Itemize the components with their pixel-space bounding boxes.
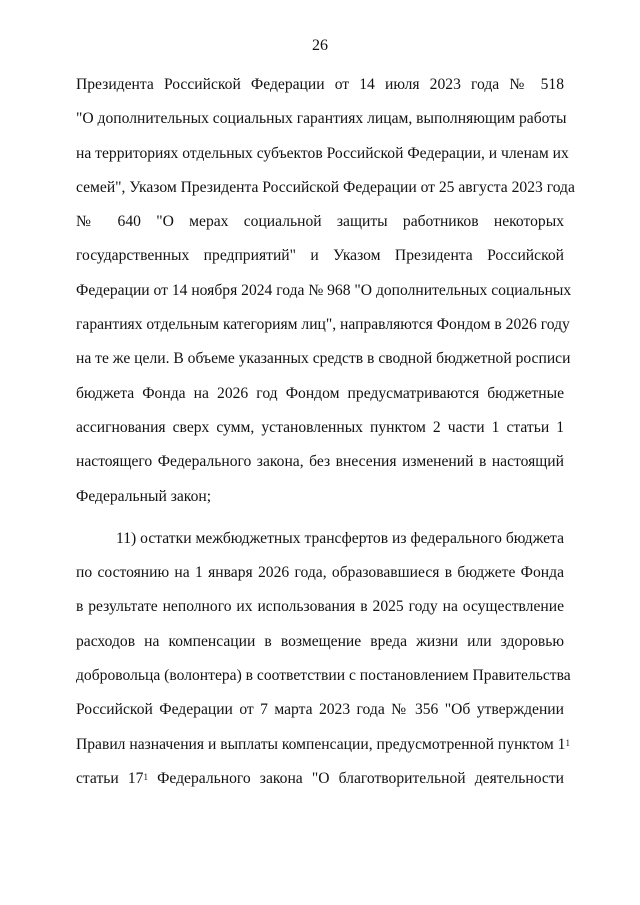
text-line: "О дополнительных социальных гарантиях лицам, выполняющим работы bbox=[76, 110, 567, 128]
text-segment: Правил назначения и выплаты компенсации, предусмотренной пунктом 1 bbox=[76, 735, 566, 753]
text-line: Федерации от 14 ноября 2024 года № 968 "О дополнительных социальных bbox=[76, 281, 572, 299]
text-line: государственных предприятий" и Указом Президента Российской bbox=[76, 247, 564, 265]
text-line bbox=[76, 762, 564, 796]
text-line: Президента Российской Федерации от 14 июля 2023 года № 518 bbox=[76, 76, 564, 93]
text-line: бюджета Фонда на 2026 год Фондом предусматриваются бюджетные bbox=[76, 384, 564, 402]
document-body bbox=[76, 68, 575, 796]
text-line: расходов на компенсации в возмещение вреда жизни или здоровью bbox=[76, 632, 564, 650]
text-line: гарантиях отдельным категориям лиц", направляются Фондом в 2026 году bbox=[76, 316, 570, 334]
paragraph-1 bbox=[76, 68, 575, 514]
text-line: Российской Федерации от 7 марта 2023 года № 356 "Об утверждении bbox=[76, 701, 564, 719]
text-line: в результате неполного их использования в 2025 году на осуществление bbox=[76, 598, 564, 616]
text-line: семей", Указом Президента Российской Федерации от 25 августа 2023 года bbox=[76, 178, 575, 196]
text-line: по состоянию на 1 января 2026 года, образовавшиеся в бюджете Фонда bbox=[76, 564, 564, 582]
text-line: на те же цели. В объеме указанных средств в сводной бюджетной росписи bbox=[76, 350, 571, 368]
paragraph-gap bbox=[76, 514, 564, 522]
text-line: 11) остатки межбюджетных трансфертов из федерального бюджета bbox=[116, 529, 564, 547]
superscript: 1 bbox=[143, 771, 148, 782]
text-line: ассигнования сверх сумм, установленных пунктом 2 части 1 статьи 1 bbox=[76, 418, 564, 436]
text-line: № 640 "О мерах социальной защиты работников некоторых bbox=[76, 213, 564, 231]
page-number: 26 bbox=[312, 37, 328, 54]
text-line: на территориях отдельных субъектов Российской Федерации, и членам их bbox=[76, 144, 569, 162]
paragraph-2 bbox=[76, 522, 571, 796]
text-line: Федеральный закон; bbox=[76, 487, 212, 505]
text-segment: статьи 17 bbox=[76, 769, 144, 787]
superscript: 1 bbox=[565, 737, 570, 748]
text-line: настоящего Федерального закона, без внесения изменений в настоящий bbox=[76, 453, 564, 471]
text-line bbox=[76, 728, 570, 762]
text-segment: Федерального закона "О благотворительной деятельности bbox=[147, 769, 564, 787]
text-line: добровольца (волонтера) в соответствии с постановлением Правительства bbox=[76, 667, 571, 685]
